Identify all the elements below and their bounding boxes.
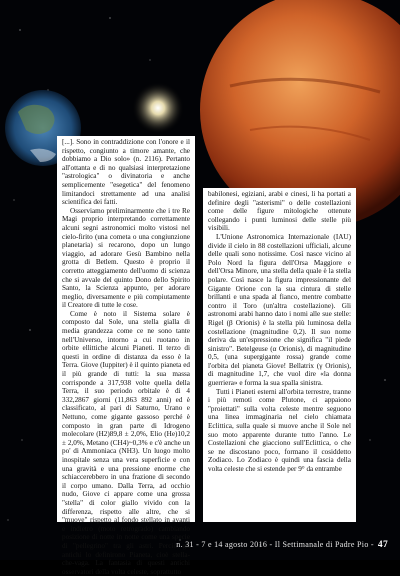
article-column-left [57, 136, 195, 576]
sun-glow [132, 82, 184, 134]
page-footer [176, 540, 388, 550]
page-number: 47 [377, 540, 388, 550]
paragraph: [...]. Sono in contraddizione con l'onore e il rispetto, congiunto a timore amante, che dobbiamo a Dio solo» (n. 2116). Pertanto all'ottanta e di no qualsiasi interpretazione "astrologica" o divinatoria e anche semplicemente "esegetica" del fenomeno limitandoci strettamente ad una analisi scientifica dei fatti. [62, 138, 190, 207]
article-column-right [203, 188, 356, 522]
issue-info: n. 31 - 7 e 14 agosto 2016 - Il Settimanale di Padre Pio - [176, 540, 374, 549]
paragraph: Osserviamo preliminarmente che i tre Re Magi proprio interpretando correttamente alcuni segni astronomici molto vistosi nel cielo-firito (una cometa o una congiunzione planetaria) si recarono, dopo un lungo viaggio, ad adorare Gesù Bambino nella grotta di Betlem. Questo è proprio il corretto atteggiamento dell'uomo di scienza che si avvale del quinto Dono dello Spirito Santo, la Scienza appunto, per adorare meglio, diversamente e più compiutamente il Creatore di tutte le cose. [62, 206, 190, 310]
paragraph: L'Unione Astronomica Internazionale (IAU) divide il cielo in 88 costellazioni ufficiali, alcune delle quali sono notissime. Così nasce vicino al Polo Nord la figura dell'Orsa Maggiore e dell'Orsa Minore, una stella della quale è la stella polare. Così nasce la figura impressionante del Gigante Orione con la sua cintura di stelle brillanti e una spada al fianco, mentre combatte contro il Toro (un'altra costellazione). Gli astronomi arabi hanno dato i nomi alle sue stelle: Rigel (β Orionis) è la stella più luminosa della costellazione (magnitudine 0,2). Il suo nome deriva da un'espressione che significa "il piede sinistro". Betelgeuse (α Orionis), di magnitudine 0,5, (una supergigante rossa) grande come l'orbita del pianeta Giove! Bellatrix (γ Orionis), di magnitudine 1,7, che vuol dire «la donna guerriera» e forma la sua spalla sinistra. [208, 232, 351, 388]
paragraph: babilonesi, egiziani, arabi e cinesi, li ha portati a definire degli "asterismi" o delle costellazioni come delle figure mitologiche ottenute collegando i punti luminosi delle stelle più visibili. [208, 190, 351, 233]
paragraph: Tutti i Pianeti esterni all'orbita terrestre, tranne i più remoti come Plutone, ci appaiono "proiettati" sulla volta celeste mentre seguono una linea immaginaria nel cielo chiamata Eclittica, sulla quale si muove anche il Sole nel suo moto apparente durante tutto l'anno. Le Costellazioni che giacciono sull'Eclittica, o che se ne discostano poco, formano il cosiddetto Zodiaco. Lo Zodiaco è quindi una fascia della volta celeste che si estende per 9° da entrambe [208, 387, 351, 473]
paragraph: Come è noto il Sistema solare è composto dal Sole, una stella gialla di media grandezza come ce ne sono tante nell'Universo, intorno a cui ruotano in orbite ellittiche alcuni Pianeti. Il terzo di questi in ordine di distanza da esso è la Terra. Giove (Iuppiter) è il quinto pianeta ed il più grande di tutti: la sua massa corrisponde a 317,938 volte quella della Terra, il suo periodo orbitale è di 4 332,2867 giorni (11,863 892 anni) ed è classificato, al pari di Saturno, Urano e Nettuno, come gigante gassoso perché è composto in gran parte di Idrogeno molecolare (H2)89,8 ± 2,0%, Elio (He)10,2 ± 2,0%, Metano (CH4)~0,3% e c'è anche un po' di Ammoniaca (NH3). Un luogo molto inospitale senza una vera superficie e con una gravità e una pressione enorme che schiaccerebbero in una frazione di secondo il corpo umano. Dalla Terra, ad occhio nudo, Giove ci appare come una grossa "stella" di color giallo vivido con la differenza, rispetto alle altre, che si "muove" rispetto al fondo stellato in avanti e indietro (moto retrogrado) cambiando posizione di notte in notte come una specie di "pellegrino" tra gli astri. Perciò gli antichi lo definirono Pianeta, cioè stella-che-vaga. La fantasia di questi antichi osservatori della volta celeste, soprattutto [62, 309, 190, 576]
